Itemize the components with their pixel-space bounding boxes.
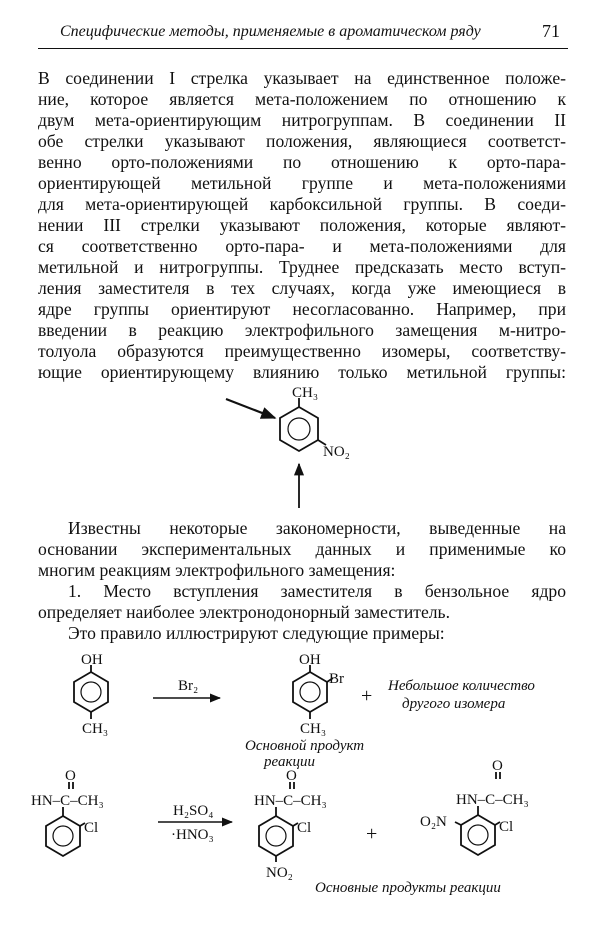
running-header: [38, 18, 568, 49]
text-line: ления заместителя в тех случаях, когда уже имеющиеся в: [38, 278, 566, 298]
benzene-ring: [74, 672, 108, 712]
reagent-br2: Br₂: [178, 678, 199, 694]
text-line: введении в реакцию электрофильного замещения м-нитро-: [38, 320, 566, 340]
oxygen-label: O: [286, 768, 297, 784]
p-cresol-structure: [74, 665, 108, 719]
text-line: многим реакциям электрофильного замещения:: [38, 560, 396, 580]
amide-group-label: HN–C–CH₃: [254, 793, 327, 809]
acetanilide-structure: [46, 782, 85, 856]
text-line: двум мета-ориентирующим нитрогруппам. В соединении II: [38, 110, 566, 130]
arrow-ortho-position: [226, 399, 275, 418]
text-line: 1. Место вступления заместителя в бензольное ядро: [68, 581, 566, 601]
plus-sign: +: [361, 685, 373, 707]
text-line: метильной и нитрогруппы. Труднее предсказать место вступ-: [38, 257, 566, 277]
text-line: ние, которое является мета-положением по отношению к: [38, 89, 566, 109]
m-nitrotoluene-structure: [280, 398, 326, 451]
oh-label: OH: [81, 652, 103, 668]
bromo-cresol-structure: [293, 665, 333, 719]
minor-isomer-note: другого изомера: [402, 696, 506, 712]
text-line: ся соответственно орто-пара- и мета-положениями для: [38, 236, 566, 256]
text-line: обе стрелки указывают положения, являющиеся соответст-: [38, 131, 566, 151]
no2-label: NO₂: [266, 865, 293, 881]
plus-sign: +: [366, 823, 378, 845]
text-line: для мета-ориентирующей карбоксильной группы. В соеди-: [38, 194, 566, 214]
text-line: ядре группы ориентируют несогласованно. Например, при: [38, 299, 566, 319]
page-number: 71: [542, 21, 560, 41]
text-line: ориентирующей метильной группе и мета-положениями: [38, 173, 566, 193]
amide-group-label: HN–C–CH₃: [456, 792, 529, 808]
benzene-ring: [461, 815, 495, 855]
ch3-label: CH₃: [300, 721, 327, 737]
text-line: нении III стрелки указывают положения, которые являют-: [38, 215, 566, 235]
examples-intro: Это правило иллюстрируют следующие примеры:: [68, 623, 445, 643]
running-header-title: Специфические методы, применяемые в ароматическом ряду: [60, 23, 481, 40]
amide-group-label: HN–C–CH₃: [31, 793, 104, 809]
ch3-label: CH₃: [82, 721, 109, 737]
text-line: толуола образуются преимущественно изомеры, соответству-: [38, 341, 566, 361]
main-product-caption: реакции: [264, 754, 315, 770]
benzene-ring: [293, 672, 327, 712]
no2-label: NO₂: [323, 444, 350, 460]
text-line: основании экспериментальных данных и применимые ко: [38, 539, 566, 559]
para-nitro-product-structure: [259, 782, 298, 862]
benzene-ring: [280, 407, 318, 451]
minor-isomer-note: Небольшое количество: [388, 678, 535, 694]
text-line: ющие ориентирующему влиянию только метильной группы:: [38, 362, 566, 382]
main-product-caption: Основной продукт: [245, 738, 365, 754]
oh-label: OH: [299, 652, 321, 668]
text-line: венно орто-положениями по отношению к орто-пара-: [38, 152, 566, 172]
reagent-h2so4: H₂SO₄: [173, 803, 214, 819]
oxygen-label: O: [492, 758, 503, 774]
text-line: Известны некоторые закономерности, выведенные на: [68, 518, 566, 538]
oxygen-label: O: [65, 768, 76, 784]
cl-label: Cl: [84, 820, 99, 836]
benzene-ring: [259, 816, 293, 856]
br-label: Br: [329, 671, 344, 687]
cl-label: Cl: [297, 820, 312, 836]
ch3-label: CH₃: [292, 385, 319, 401]
cl-label: Cl: [499, 819, 514, 835]
benzene-ring: [46, 816, 80, 856]
o2n-label: O₂N: [420, 814, 447, 830]
reagent-hno3: ·HNO₃: [171, 827, 214, 843]
ortho-nitro-product-structure: [455, 772, 500, 855]
text-line: В соединении I стрелка указывает на единственное положе-: [38, 68, 566, 88]
main-products-caption: Основные продукты реакции: [315, 880, 501, 896]
text-line: определяет наиболее электронодонорный заместитель.: [38, 602, 450, 622]
